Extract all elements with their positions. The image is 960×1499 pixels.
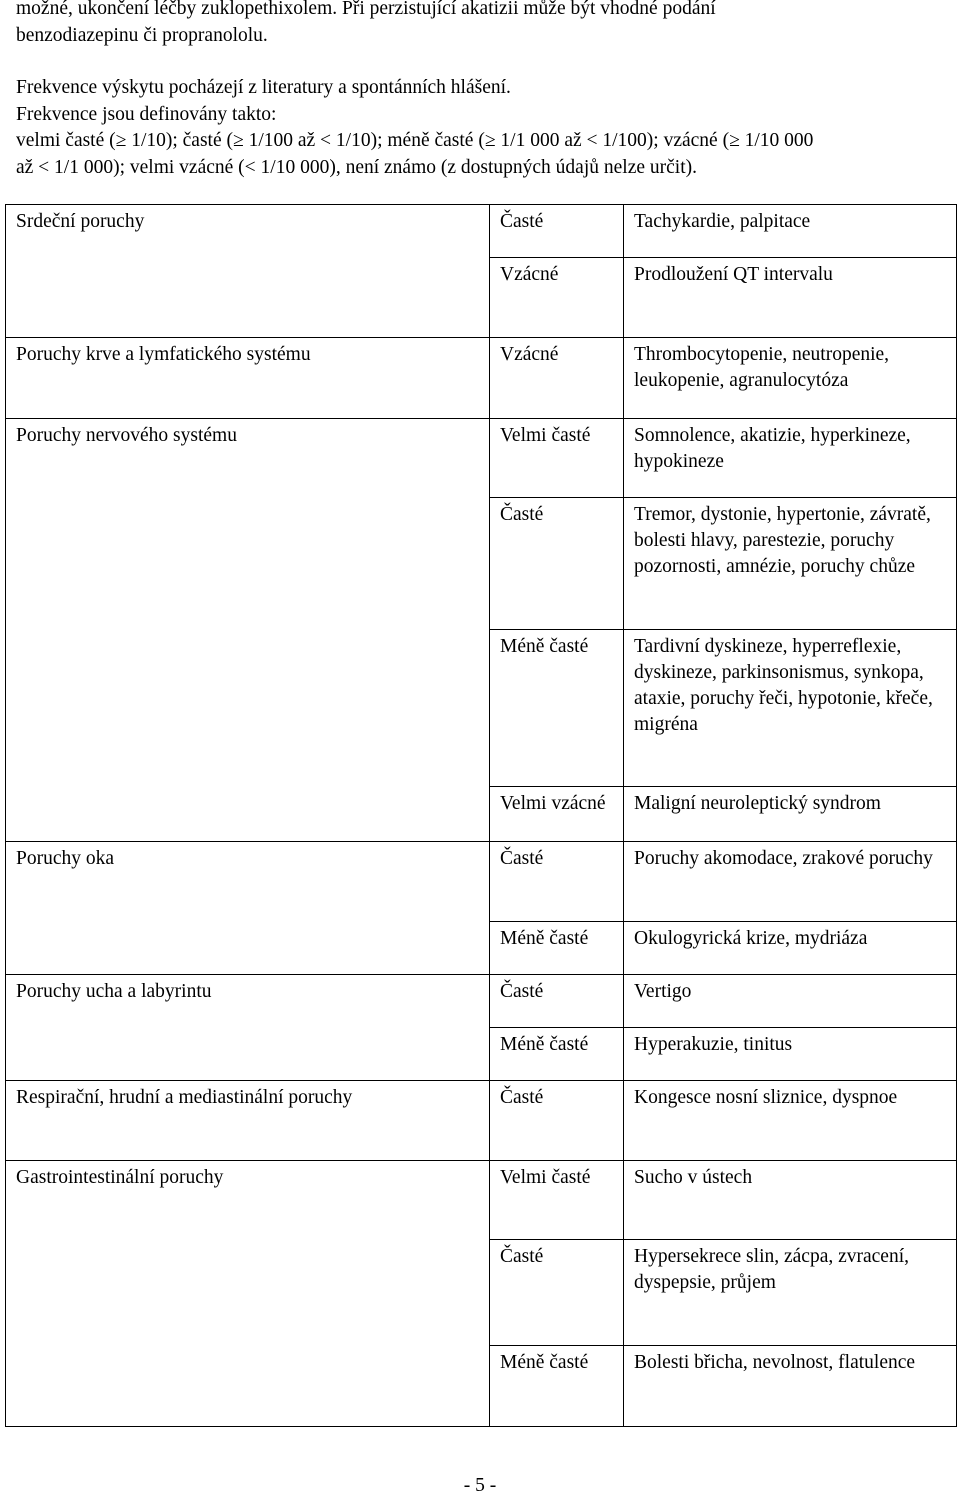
organ-class-cell: Gastrointestinální poruchy — [6, 1161, 490, 1427]
frequency-cell: Velmi časté — [490, 419, 624, 498]
effects-cell: Vertigo — [624, 975, 957, 1028]
table-row — [6, 975, 957, 1028]
table-row — [6, 205, 957, 258]
effects-cell: Hyperakuzie, tinitus — [624, 1028, 957, 1081]
page-number: - 5 - — [463, 1475, 497, 1496]
frequency-cell: Časté — [490, 975, 624, 1028]
definition-text: až < 1/1 000); velmi vzácné (< 1/10 000), není známo (z dostupných údajů nelze určit). — [16, 156, 697, 178]
frequency-cell: Méně časté — [490, 922, 624, 975]
organ-class-cell: Poruchy ucha a labyrintu — [6, 975, 490, 1081]
effects-cell: Tremor, dystonie, hypertonie, závratě, bolesti hlavy, parestezie, poruchy pozornosti, amnézie, poruchy chůze — [624, 498, 957, 630]
frequency-cell: Časté — [490, 205, 624, 258]
effects-cell: Poruchy akomodace, zrakové poruchy — [624, 842, 957, 922]
effects-cell: Kongesce nosní sliznice, dyspnoe — [624, 1081, 957, 1161]
effects-cell: Somnolence, akatizie, hyperkineze, hypokineze — [624, 419, 957, 498]
table-row — [6, 338, 957, 419]
table-row — [6, 419, 957, 498]
effects-cell: Tardivní dyskineze, hyperreflexie, dyskineze, parkinsonismus, synkopa, ataxie, poruchy řeči, hypotonie, křeče, migréna — [624, 630, 957, 787]
effects-cell: Thrombocytopenie, neutropenie, leukopenie, agranulocytóza — [624, 338, 957, 419]
frequency-cell: Časté — [490, 842, 624, 922]
table-row — [6, 842, 957, 922]
adverse-effects-table — [5, 204, 957, 1427]
organ-class-cell: Respirační, hrudní a mediastinální poruchy — [6, 1081, 490, 1161]
organ-class-cell: Poruchy oka — [6, 842, 490, 975]
organ-class-cell: Poruchy nervového systému — [6, 419, 490, 842]
frequency-cell: Časté — [490, 1240, 624, 1346]
organ-class-cell: Srdeční poruchy — [6, 205, 490, 338]
frequency-cell: Časté — [490, 498, 624, 630]
effects-cell: Maligní neuroleptický syndrom — [624, 787, 957, 842]
frequency-cell: Velmi časté — [490, 1161, 624, 1240]
effects-cell: Tachykardie, palpitace — [624, 205, 957, 258]
frequency-cell: Vzácné — [490, 338, 624, 419]
intro-line: benzodiazepinu či propranololu. — [16, 24, 268, 46]
table-row — [6, 1081, 957, 1161]
organ-class-cell: Poruchy krve a lymfatického systému — [6, 338, 490, 419]
table-row — [6, 1161, 957, 1240]
effects-cell: Bolesti břicha, nevolnost, flatulence — [624, 1346, 957, 1427]
frequency-cell: Velmi vzácné — [490, 787, 624, 842]
effects-cell: Hypersekrece slin, zácpa, zvracení, dyspepsie, průjem — [624, 1240, 957, 1346]
definition-text: velmi časté (≥ 1/10); časté (≥ 1/100 až < 1/10); méně časté (≥ 1/1 000 až < 1/100); vzácné (≥ 1/10 000 — [16, 130, 814, 151]
frequency-cell: Méně časté — [490, 1346, 624, 1427]
definition-heading: Frekvence jsou definovány takto: — [16, 103, 277, 125]
effects-cell: Sucho v ústech — [624, 1161, 957, 1240]
effects-cell: Okulogyrická krize, mydriáza — [624, 922, 957, 975]
frequency-cell: Méně časté — [490, 1028, 624, 1081]
frequency-cell: Vzácné — [490, 258, 624, 338]
intro-line: možné, ukončení léčby zuklopethixolem. Při perzistující akatizii může být vhodné podání — [16, 0, 716, 19]
source-note: Frekvence výskytu pocházejí z literatury a spontánních hlášení. — [16, 77, 511, 98]
frequency-definition — [16, 75, 946, 181]
effects-cell: Prodloužení QT intervalu — [624, 258, 957, 338]
intro-paragraph — [16, 0, 946, 49]
frequency-cell: Méně časté — [490, 630, 624, 787]
frequency-cell: Časté — [490, 1081, 624, 1161]
